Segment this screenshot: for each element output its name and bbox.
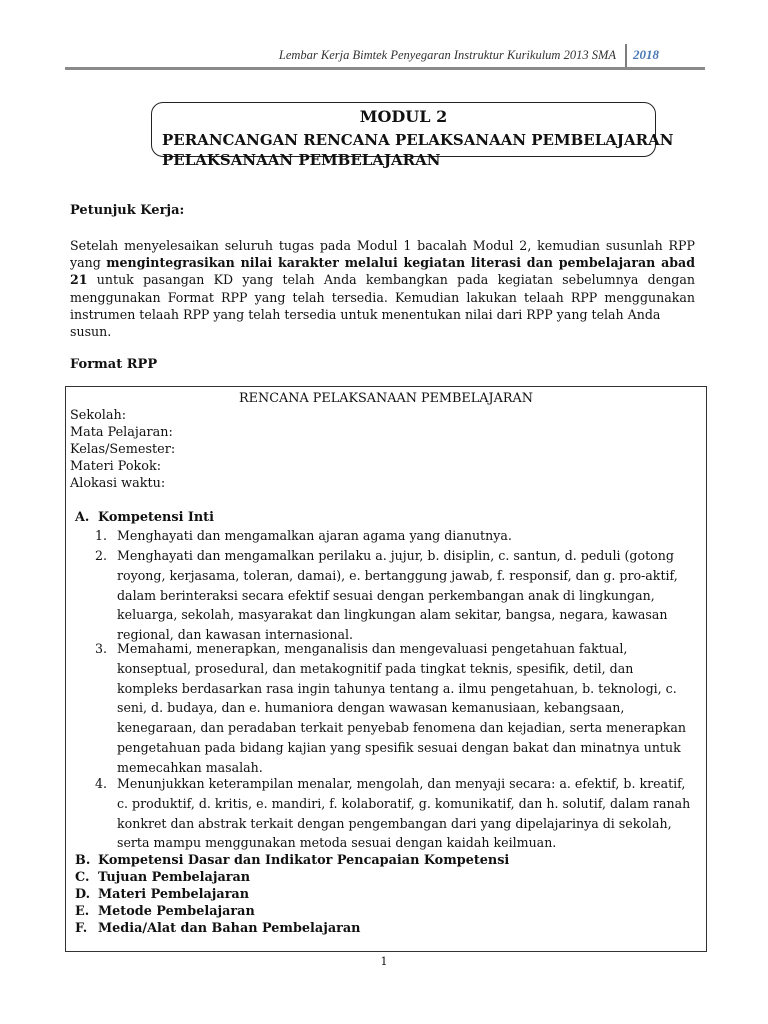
section-letter: D.	[75, 887, 91, 902]
instructions-text-bold: mengintegrasikan nilai karakter melalui kegiatan literasi dan pembelajaran abad 21	[70, 255, 695, 288]
header-year: 2018	[633, 47, 659, 62]
module-title-line-1: PERANCANGAN RENCANA PELAKSANAAN PEMBELAJARAN	[162, 131, 674, 149]
rpp-title: RENCANA PELAKSANAAN PEMBELAJARAN	[239, 391, 533, 406]
list-number: 4.	[95, 776, 108, 791]
list-number: 2.	[95, 548, 108, 563]
module-title-line-2: PELAKSANAAN PEMBELAJARAN	[162, 151, 441, 169]
instructions-heading: Petunjuk Kerja:	[70, 203, 185, 218]
list-text: Menghayati dan mengamalkan ajaran agama yang dianutnya.	[117, 528, 512, 543]
field-subject: Mata Pelajaran:	[70, 425, 173, 440]
list-text: Memahami, menerapkan, menganalisis dan mengevaluasi pengetahuan faktual, konseptual, prosedural, dan metakognitif pada tingkat teknis, spesifik, detil, dan kompleks berdasarkan rasa ingin tahunya tentang a. ilmu pengetahuan, b. teknologi, c. seni, d. budaya, dan e. humaniora dengan wawasan kemanusiaan, kebangsaan, kenegaraan, dan peradaban terkait penyebab fenomena dan kejadian, serta menerapkan pengetahuan pada bidang kajian yang spesifik sesuai dengan bakat dan minatnya untuk memecahkan masalah.	[117, 641, 686, 775]
section-letter: B.	[75, 853, 91, 868]
section-label: Kompetensi Inti	[98, 510, 214, 525]
instructions-text-2: untuk pasangan KD yang telah Anda kembangkan pada kegiatan sebelumnya dengan menggunakan Format RPP yang telah tersedia. Kemudian lakukan telaah RPP menggunakan instrumen telaah RPP yang telah tersedia untuk menentukan nilai dari RPP yang telah Anda	[70, 272, 695, 322]
format-heading: Format RPP	[70, 357, 158, 372]
section-letter: E.	[75, 904, 90, 919]
field-class-semester: Kelas/Semester:	[70, 442, 176, 457]
ki-item-1	[95, 526, 697, 546]
section-letter: F.	[75, 921, 88, 936]
ki-item-4	[95, 774, 697, 853]
ki-item-2	[95, 546, 697, 645]
list-text: Menghayati dan mengamalkan perilaku a. jujur, b. disiplin, c. santun, d. peduli (gotong royong, kerjasama, toleran, damai), e. bertanggung jawab, f. responsif, dan g. pro-aktif, dalam berinteraksi secara efektif sesuai dengan perkembangan anak di lingkungan, keluarga, sekolah, masyarakat dan lingkungan alam sekitar, bangsa, negara, kawasan regional, dan kawasan internasional.	[117, 548, 678, 643]
list-text: Menunjukkan keterampilan menalar, mengolah, dan menyaji secara: a. efektif, b. kreatif, c. produktif, d. kritis, e. mandiri, f. kolaboratif, g. komunikatif, dan h. solutif, dalam ranah konkret dan abstrak terkait dengan pengembangan dari yang dipelajarinya di sekolah, serta mampu menggunakan metoda sesuai dengan kaidah keilmuan.	[117, 776, 691, 851]
module-number: MODUL 2	[359, 107, 448, 126]
section-letter: C.	[75, 870, 90, 885]
page-number: 1	[380, 955, 388, 968]
ki-item-3	[95, 639, 697, 778]
section-label: Tujuan Pembelajaran	[98, 870, 251, 885]
header-rule	[65, 67, 705, 70]
field-main-material: Materi Pokok:	[70, 459, 162, 474]
list-number: 3.	[95, 641, 108, 656]
instructions-paragraph	[70, 237, 695, 340]
section-label: Kompetensi Dasar dan Indikator Pencapaian Kompetensi	[98, 853, 510, 868]
list-number: 1.	[95, 528, 108, 543]
instructions-text-3: susun.	[70, 324, 112, 340]
field-time-allocation: Alokasi waktu:	[70, 476, 166, 491]
instructions-text-1: Setelah menyelesaikan seluruh tugas pada Modul 1 bacalah Modul 2, kemudian susunlah RPP yang	[70, 238, 695, 271]
section-label: Media/Alat dan Bahan Pembelajaran	[98, 921, 361, 936]
section-letter: A.	[75, 510, 90, 525]
field-school: Sekolah:	[70, 408, 127, 423]
section-label: Metode Pembelajaran	[98, 904, 255, 919]
document-header-title: Lembar Kerja Bimtek Penyegaran Instruktur Kurikulum 2013 SMA	[278, 48, 616, 62]
section-label: Materi Pembelajaran	[98, 887, 250, 902]
header-separator	[625, 44, 627, 69]
